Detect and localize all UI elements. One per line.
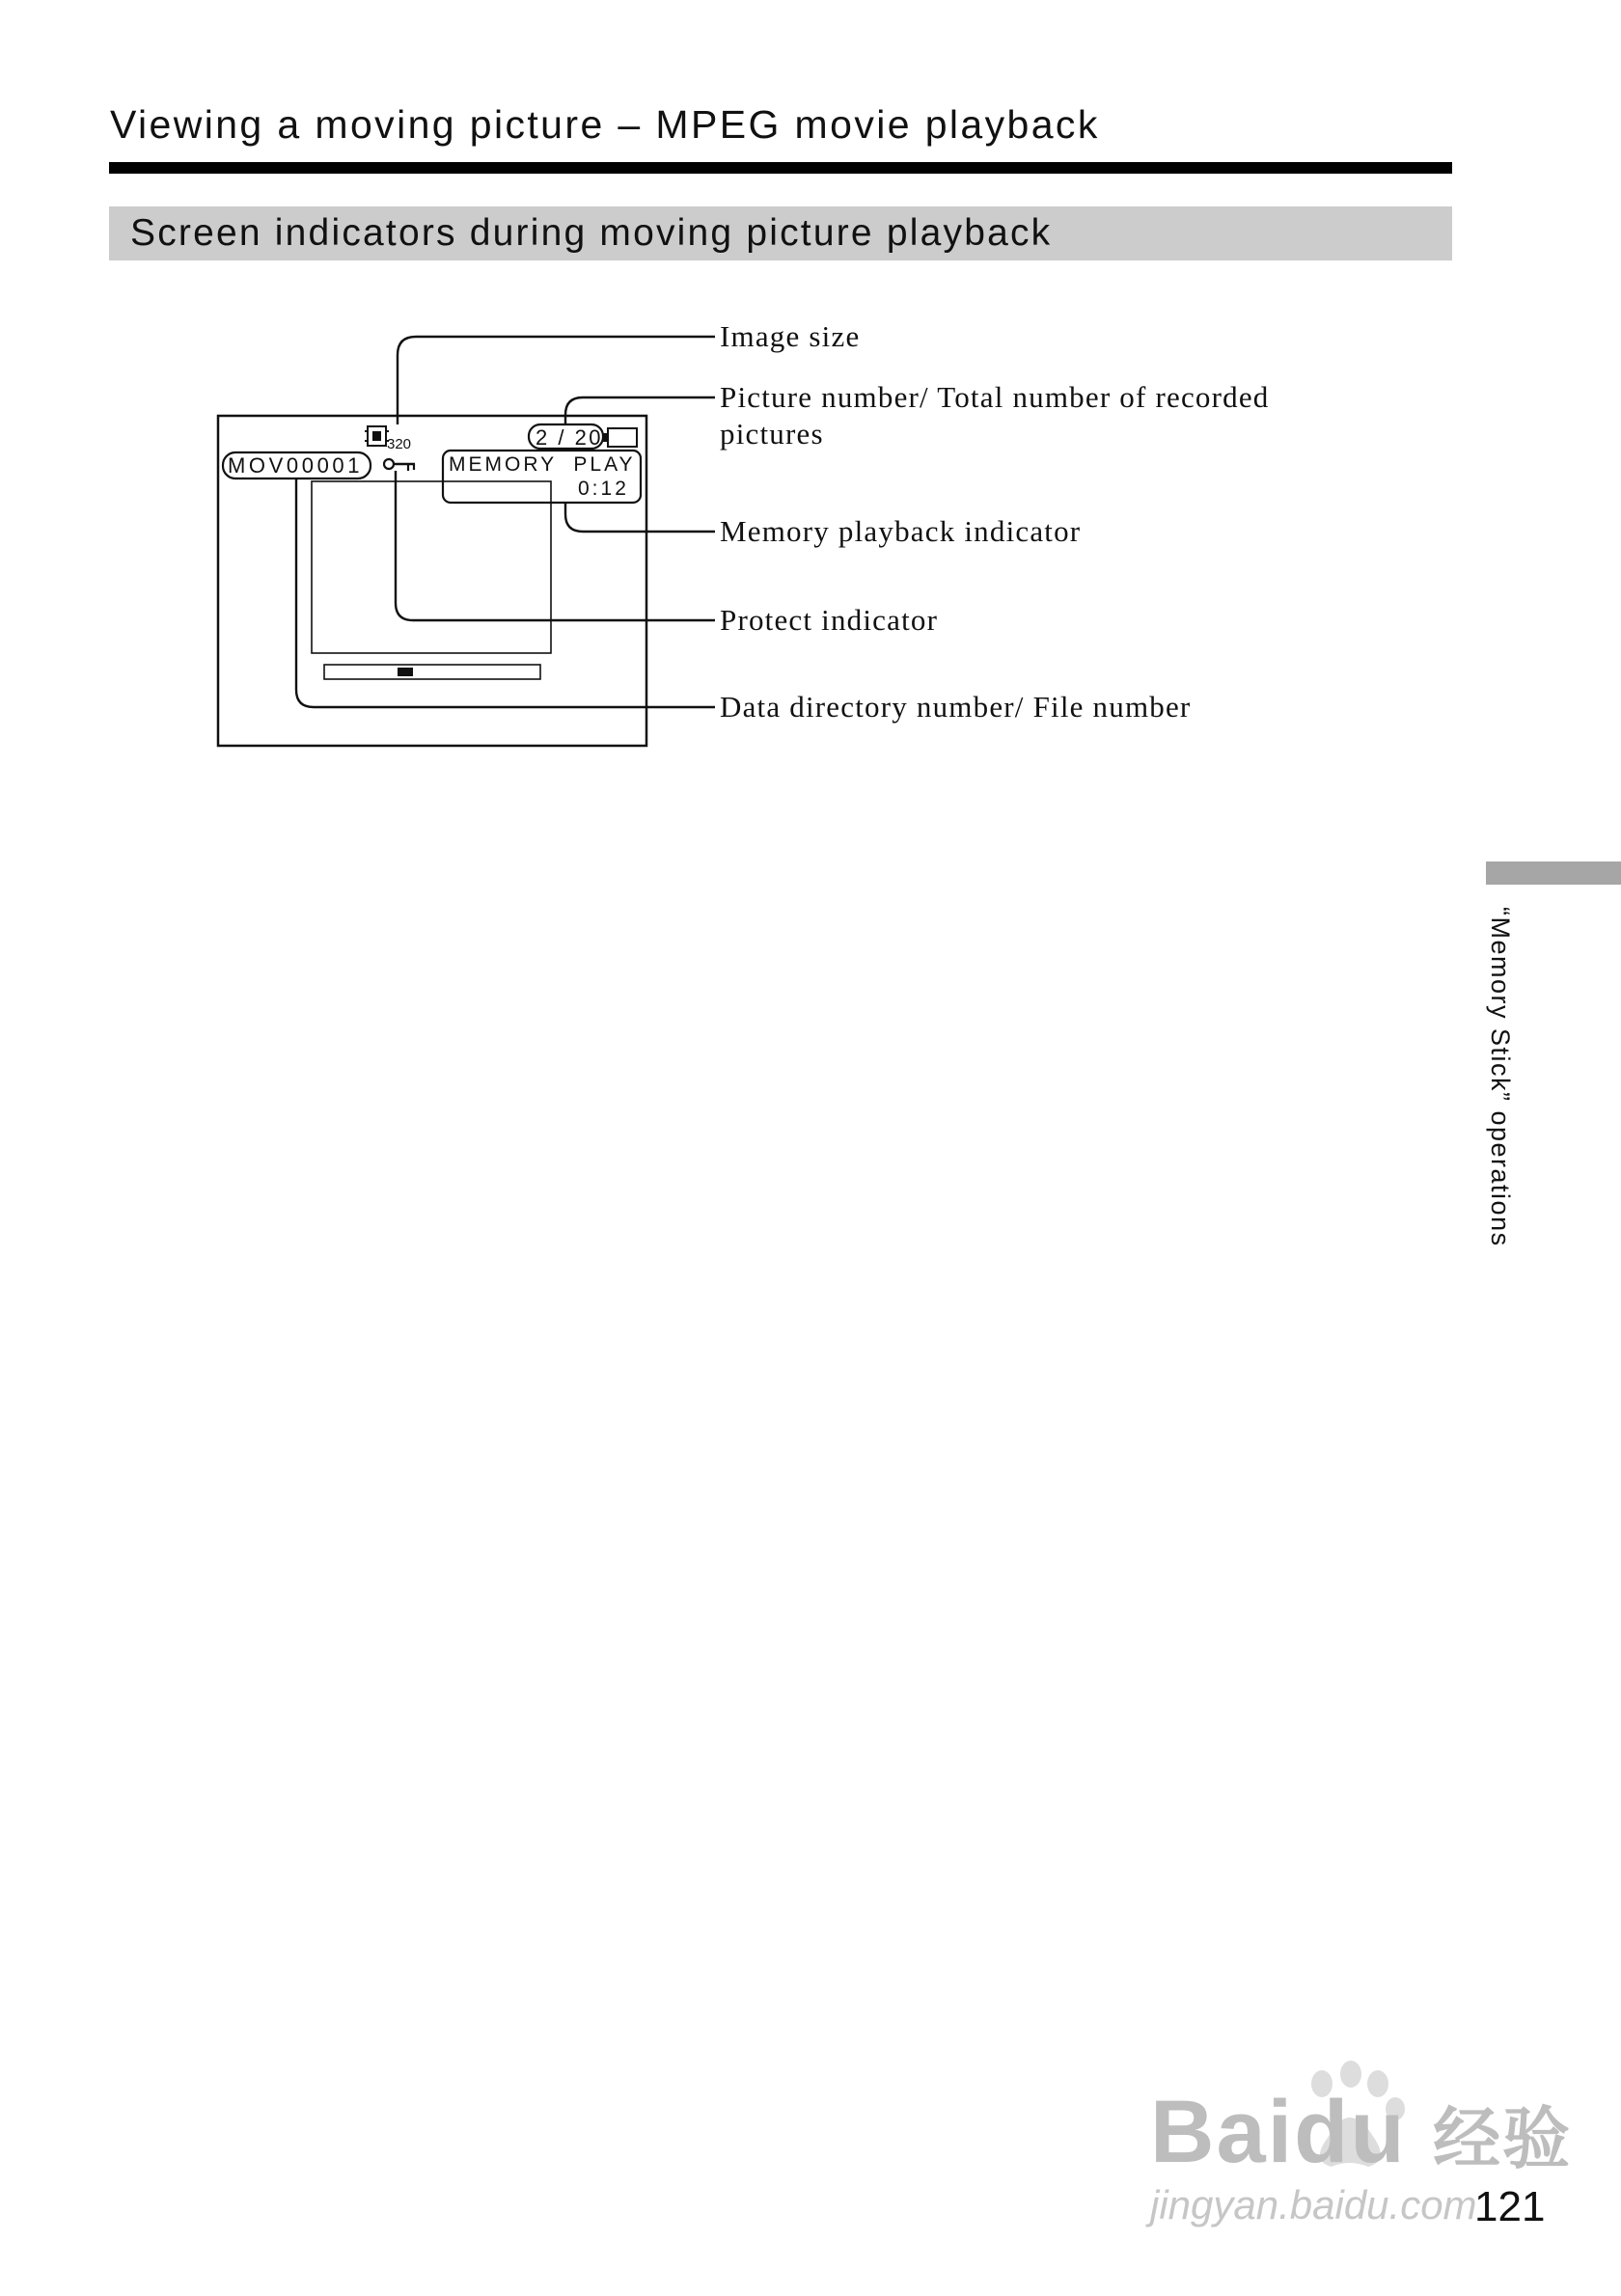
- battery-icon: [603, 428, 637, 447]
- callout-image-size: Image size: [720, 319, 861, 353]
- page-header-title: Viewing a moving picture – MPEG movie playback: [110, 102, 1100, 147]
- callout-memory-playback: Memory playback indicator: [720, 514, 1082, 548]
- callout-picture-number: Picture number/ Total number of recorded: [720, 380, 1270, 414]
- picture-counter: 2 / 20: [536, 425, 604, 450]
- watermark-brand-cn: 经验: [1433, 2101, 1573, 2176]
- playback-progress-bar: [324, 665, 540, 679]
- image-size-leader: [398, 337, 715, 424]
- watermark-url: jingyan.baidu.com: [1150, 2182, 1477, 2228]
- image-size-value: 320: [387, 436, 412, 452]
- picture-area: [312, 481, 551, 653]
- watermark-brand-du: du: [1294, 2083, 1407, 2181]
- section-heading: Screen indicators during moving picture playback: [130, 212, 1053, 254]
- side-tab-marker: [1486, 861, 1621, 885]
- memory-play-indicator: MEMORY PLAY: [449, 453, 636, 476]
- file-name: MOV00001: [228, 453, 364, 478]
- callout-picture-number-cont: pictures: [720, 417, 824, 451]
- watermark-brand-bai: Bai: [1150, 2083, 1295, 2181]
- playback-progress-indicator: [398, 668, 413, 676]
- callout-data-directory: Data directory number/ File number: [720, 690, 1192, 724]
- elapsed-time: 0:12: [578, 478, 629, 500]
- watermark-brand: [1150, 2084, 1572, 2187]
- callout-protect: Protect indicator: [720, 603, 939, 637]
- page-number: 121: [1474, 2183, 1546, 2230]
